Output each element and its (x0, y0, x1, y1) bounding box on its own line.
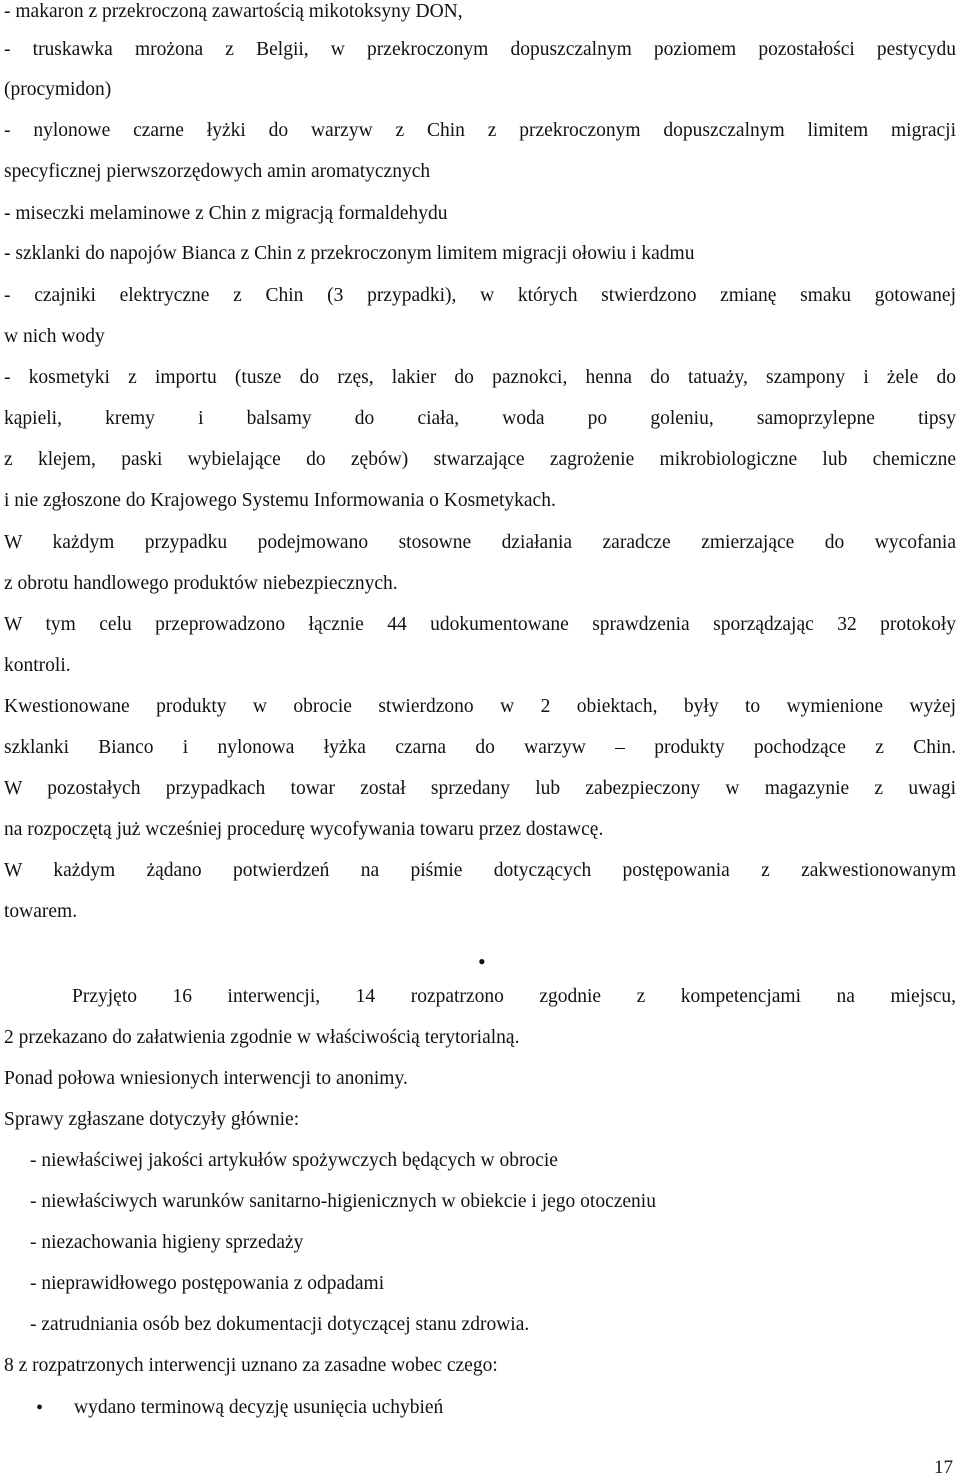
list-item: - miseczki melaminowe z Chin z migracją formaldehydu (4, 203, 448, 224)
paragraph-line: towarem. (4, 901, 78, 922)
text-line: specyficznej pierwszorzędowych amin aromatycznych (4, 161, 431, 182)
paragraph-line: 2 przekazano do załatwienia zgodnie w właściwością terytorialną. (4, 1027, 520, 1048)
list-item: - nieprawidłowego postępowania z odpadami (30, 1273, 385, 1294)
list-item: - czajniki elektryczne z Chin (3 przypadki), w których stwierdzono zmianę smaku gotowanej (4, 285, 956, 306)
paragraph-line: W każdym żądano potwierdzeń na piśmie dotyczących postępowania z zakwestionowanym (4, 860, 956, 881)
paragraph-line: Przyjęto 16 interwencji, 14 rozpatrzono zgodnie z kompetencjami na miejscu, (72, 986, 956, 1007)
list-item: - kosmetyki z importu (tusze do rzęs, lakier do paznokci, henna do tatuaży, szampony i żele do (4, 367, 956, 388)
bullet-icon: • (36, 1397, 44, 1419)
text-line: w nich wody (4, 326, 105, 347)
paragraph-line: kontroli. (4, 655, 71, 676)
paragraph-line: z obrotu handlowego produktów niebezpiecznych. (4, 573, 398, 594)
list-item: wydano terminową decyzję usunięcia uchybień (74, 1397, 444, 1418)
paragraph-line: W pozostałych przypadkach towar został sprzedany lub zabezpieczony w magazynie z uwagi (4, 778, 956, 799)
paragraph-line: szklanki Bianco i nylonowa łyżka czarna do warzyw – produkty pochodzące z Chin. (4, 737, 956, 758)
page-number: 17 (934, 1457, 953, 1478)
paragraph-line: Sprawy zgłaszane dotyczyły głównie: (4, 1109, 300, 1130)
paragraph-line: Kwestionowane produkty w obrocie stwierdzono w 2 obiektach, były to wymienione wyżej (4, 696, 956, 717)
paragraph-line: W każdym przypadku podejmowano stosowne działania zaradcze zmierzające do wycofania (4, 532, 956, 553)
bullet-icon: • (478, 949, 486, 974)
text-line: i nie zgłoszone do Krajowego Systemu Informowania o Kosmetykach. (4, 490, 556, 511)
text-line: kąpieli, kremy i balsamy do ciała, woda po goleniu, samoprzylepne tipsy (4, 408, 956, 429)
list-item: - niezachowania higieny sprzedaży (30, 1232, 304, 1253)
list-item: - niewłaściwej jakości artykułów spożywczych będących w obrocie (30, 1150, 558, 1171)
text-line: (procymidon) (4, 79, 112, 100)
paragraph-line: W tym celu przeprowadzono łącznie 44 udokumentowane sprawdzenia sporządzając 32 protokoły (4, 614, 956, 635)
list-item: - nylonowe czarne łyżki do warzyw z Chin z przekroczonym dopuszczalnym limitem migracji (4, 120, 956, 141)
text-line: z klejem, paski wybielające do zębów) stwarzające zagrożenie mikrobiologiczne lub chemiczne (4, 449, 956, 470)
paragraph-line: 8 z rozpatrzonych interwencji uznano za zasadne wobec czego: (4, 1355, 498, 1376)
paragraph-line: na rozpoczętą już wcześniej procedurę wycofywania towaru przez dostawcę. (4, 819, 604, 840)
list-item: - zatrudniania osób bez dokumentacji dotyczącej stanu zdrowia. (30, 1314, 530, 1335)
list-item: - szklanki do napojów Bianca z Chin z przekroczonym limitem migracji ołowiu i kadmu (4, 243, 695, 264)
list-item: - makaron z przekroczoną zawartością mikotoksyny DON, (4, 1, 463, 22)
paragraph-line: Ponad połowa wniesionych interwencji to anonimy. (4, 1068, 408, 1089)
list-item: - niewłaściwych warunków sanitarno-higienicznych w obiekcie i jego otoczeniu (30, 1191, 656, 1212)
list-item: - truskawka mrożona z Belgii, w przekroczonym dopuszczalnym poziomem pozostałości pestycydu (4, 39, 956, 60)
